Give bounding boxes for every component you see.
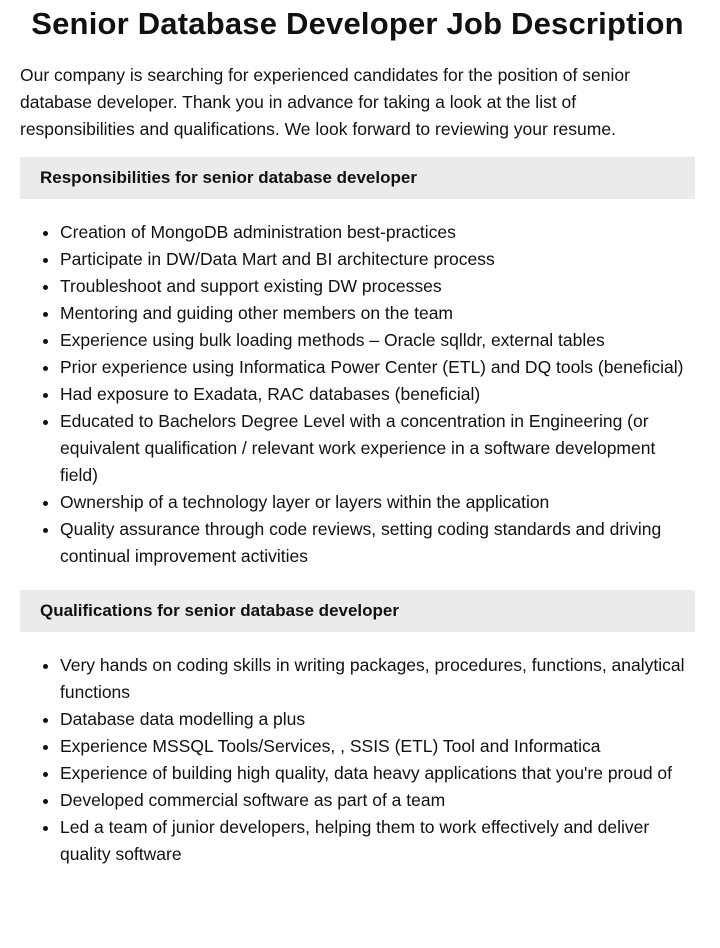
- qualifications-list: [20, 652, 695, 868]
- list-item: • Troubleshoot and support existing DW processes: [60, 273, 695, 300]
- list-item: • Educated to Bachelors Degree Level with a concentration in Engineering (or equivalent qualification / relevant work experience in a software development field): [60, 408, 695, 489]
- list-item: • Experience of building high quality, data heavy applications that you're proud of: [60, 760, 695, 787]
- page-title: Senior Database Developer Job Description: [31, 6, 684, 41]
- list-item: • Database data modelling a plus: [60, 706, 695, 733]
- list-item: • Participate in DW/Data Mart and BI architecture process: [60, 246, 695, 273]
- qualifications-heading: Qualifications for senior database developer: [20, 590, 695, 632]
- intro-text: Our company is searching for experienced candidates for the position of senior database developer. Thank you in advance for taking a look at the list of responsibilities and qualifications. We look forward to reviewing your resume.: [20, 65, 630, 139]
- list-item: • Mentoring and guiding other members on the team: [60, 300, 695, 327]
- list-item: • Ownership of a technology layer or layers within the application: [60, 489, 695, 516]
- list-item: • Quality assurance through code reviews, setting coding standards and driving continual improvement activities: [60, 516, 695, 570]
- list-item: • Led a team of junior developers, helping them to work effectively and deliver quality software: [60, 814, 695, 868]
- list-item: • Prior experience using Informatica Power Center (ETL) and DQ tools (beneficial): [60, 354, 695, 381]
- list-item: • Developed commercial software as part of a team: [60, 787, 695, 814]
- list-item: • Experience using bulk loading methods – Oracle sqlldr, external tables: [60, 327, 695, 354]
- list-item: • Experience MSSQL Tools/Services, , SSIS (ETL) Tool and Informatica: [60, 733, 695, 760]
- list-item: • Creation of MongoDB administration best-practices: [60, 219, 695, 246]
- list-item: • Very hands on coding skills in writing packages, procedures, functions, analytical functions: [60, 652, 695, 706]
- responsibilities-heading: Responsibilities for senior database developer: [20, 157, 695, 199]
- responsibilities-list: [20, 219, 695, 570]
- list-item: • Had exposure to Exadata, RAC databases (beneficial): [60, 381, 695, 408]
